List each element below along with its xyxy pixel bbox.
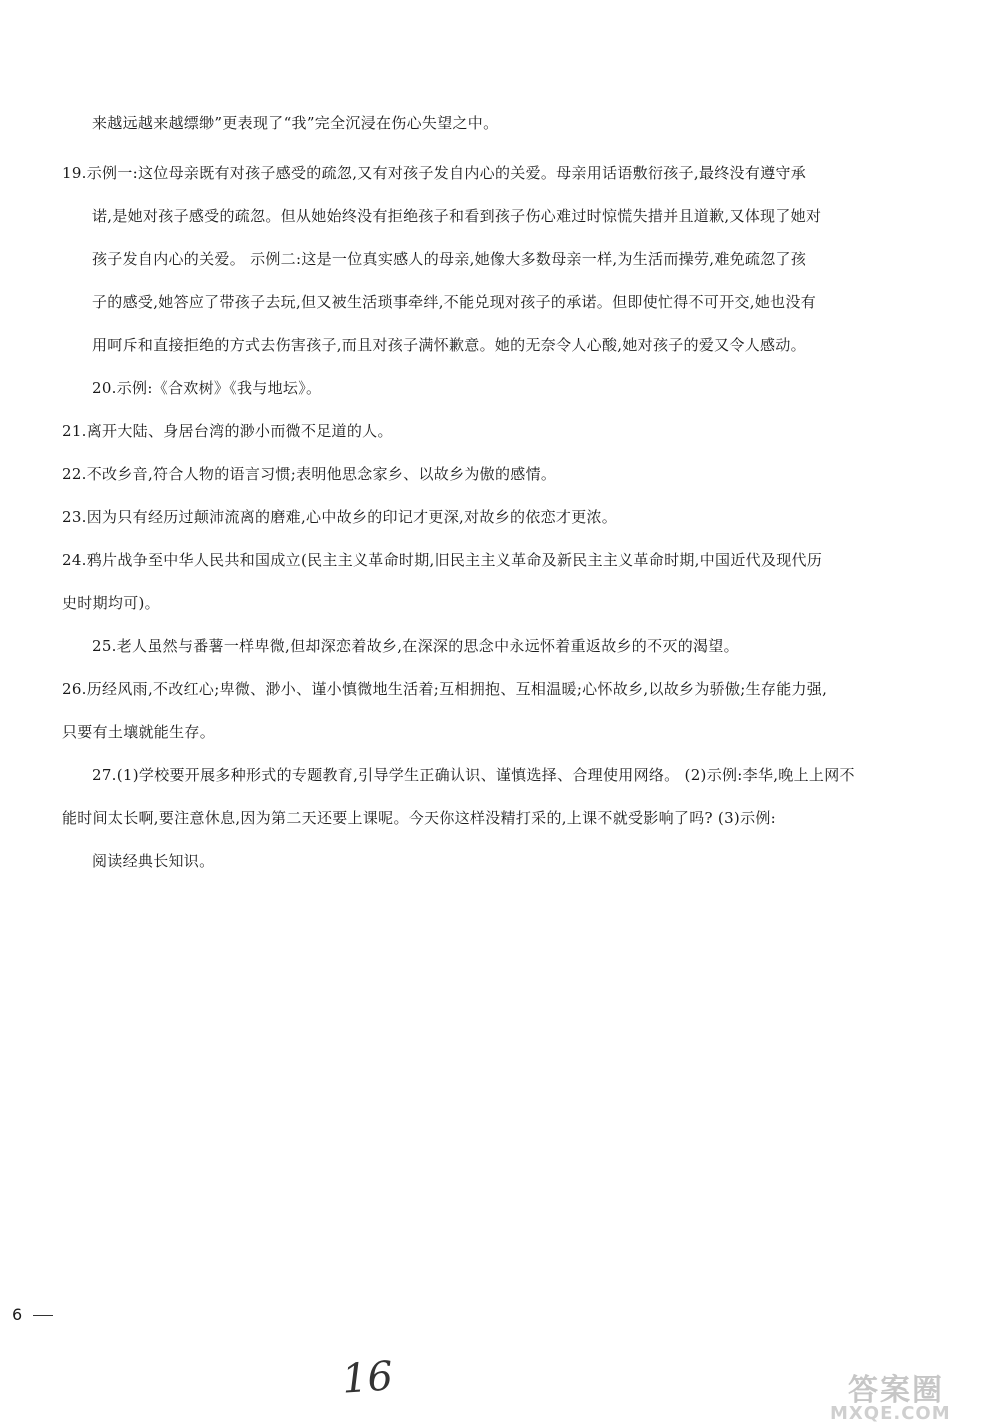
- page-number: 6: [12, 1305, 23, 1324]
- page-number-dash: [33, 1315, 53, 1316]
- answer-23: 23.因为只有经历过颠沛流离的磨难,心中故乡的印记才更深,对故乡的依恋才更浓。: [62, 508, 618, 526]
- answer-24-line-2: 史时期均可)。: [62, 594, 160, 612]
- answer-22: 22.不改乡音,符合人物的语言习惯;表明他思念家乡、以故乡为傲的感情。: [62, 465, 557, 483]
- answer-line-18-cont: 来越远越来越缥缈”更表现了“我”完全沉浸在伤心失望之中。: [92, 114, 499, 132]
- answer-19-line-5: 用呵斥和直接拒绝的方式去伤害孩子,而且对孩子满怀歉意。她的无奈令人心酸,她对孩子的爱又令人感动。: [92, 336, 806, 354]
- answer-26-line-1: 26.历经风雨,不改红心;卑微、渺小、谨小慎微地生活着;互相拥抱、互相温暖;心怀故乡,以故乡为骄傲;生存能力强,: [62, 680, 828, 698]
- handwritten-number: 16: [340, 1353, 395, 1403]
- answer-25: 25.老人虽然与番薯一样卑微,但却深恋着故乡,在深深的思念中永远怀着重返故乡的不灭的渴望。: [92, 637, 739, 655]
- watermark-url: MXQE.COM: [830, 1403, 951, 1424]
- answer-19-line-2: 诺,是她对孩子感受的疏忽。但从她始终没有拒绝孩子和看到孩子伤心难过时惊慌失措并且道歉,又体现了她对: [92, 207, 822, 225]
- answer-19-line-1: 19.示例一:这位母亲既有对孩子感受的疏忽,又有对孩子发自内心的关爱。母亲用话语敷衍孩子,最终没有遵守承: [62, 164, 807, 182]
- answer-20: 20.示例:《合欢树》《我与地坛》。: [92, 379, 322, 397]
- answer-19-line-3: 孩子发自内心的关爱。 示例二:这是一位真实感人的母亲,她像大多数母亲一样,为生活而操劳,难免疏忽了孩: [92, 250, 807, 268]
- answer-26-line-2: 只要有土壤就能生存。: [62, 723, 216, 741]
- answer-24-line-1: 24.鸦片战争至中华人民共和国成立(民主主义革命时期,旧民主主义革命及新民主主义革命时期,中国近代及现代历: [62, 551, 823, 569]
- answer-27-line-3: 阅读经典长知识。: [92, 852, 215, 870]
- watermark-logo: 答案圈: [848, 1373, 944, 1408]
- answer-27-line-1: 27.(1)学校要开展多种形式的专题教育,引导学生正确认识、谨慎选择、合理使用网络。 (2)示例:李华,晚上上网不: [92, 766, 855, 784]
- answer-19-line-4: 子的感受,她答应了带孩子去玩,但又被生活琐事牵绊,不能兑现对孩子的承诺。但即使忙得不可开交,她也没有: [92, 293, 817, 311]
- answer-21: 21.离开大陆、身居台湾的渺小而微不足道的人。: [62, 422, 393, 440]
- answer-27-line-2: 能时间太长啊,要注意休息,因为第二天还要上课呢。今天你这样没精打采的,上课不就受影响了吗? (3)示例:: [62, 809, 777, 827]
